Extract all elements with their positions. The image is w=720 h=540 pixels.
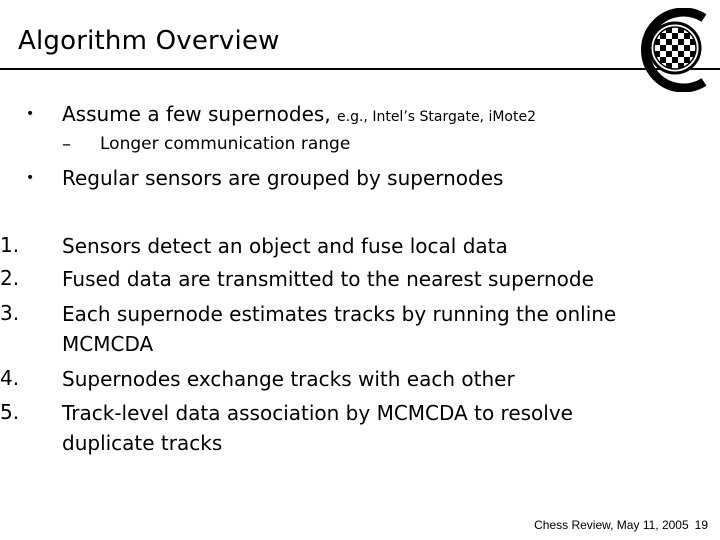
sub-bullet-mark: – (62, 134, 71, 155)
bullet-text-main: Assume a few supernodes, (62, 102, 338, 126)
item-text: Supernodes exchange tracks with each other (62, 367, 515, 391)
item-number: 3. (0, 301, 20, 325)
item-text: Fused data are transmitted to the nearest supernode (62, 267, 594, 291)
item-number: 2. (0, 266, 20, 290)
bullet-text: Regular sensors are grouped by supernodes (62, 166, 504, 190)
footer-text: Chess Review, May 11, 2005 (534, 518, 689, 532)
bullet-mark: • (26, 170, 35, 186)
item-text-continuation: MCMCDA (62, 332, 154, 356)
page-number: 19 (694, 518, 708, 532)
item-text: Each supernode estimates tracks by running the online (62, 302, 617, 326)
item-text: Sensors detect an object and fuse local data (62, 234, 508, 258)
item-number: 4. (0, 366, 20, 390)
item-text: Track-level data association by MCMCDA to resolve (62, 401, 573, 425)
bullet-text-example: e.g., Intel’s Stargate, iMote2 (337, 109, 536, 125)
title-divider (0, 68, 720, 70)
item-text-continuation: duplicate tracks (62, 431, 223, 455)
bullet-text (62, 102, 536, 126)
slide-title: Algorithm Overview (18, 26, 280, 56)
chess-c-logo-icon (630, 8, 714, 92)
bullet-mark: • (26, 106, 35, 122)
sub-bullet-text: Longer communication range (100, 134, 351, 154)
item-number: 5. (0, 400, 20, 424)
item-number: 1. (0, 233, 20, 257)
slide-footer (534, 518, 708, 532)
